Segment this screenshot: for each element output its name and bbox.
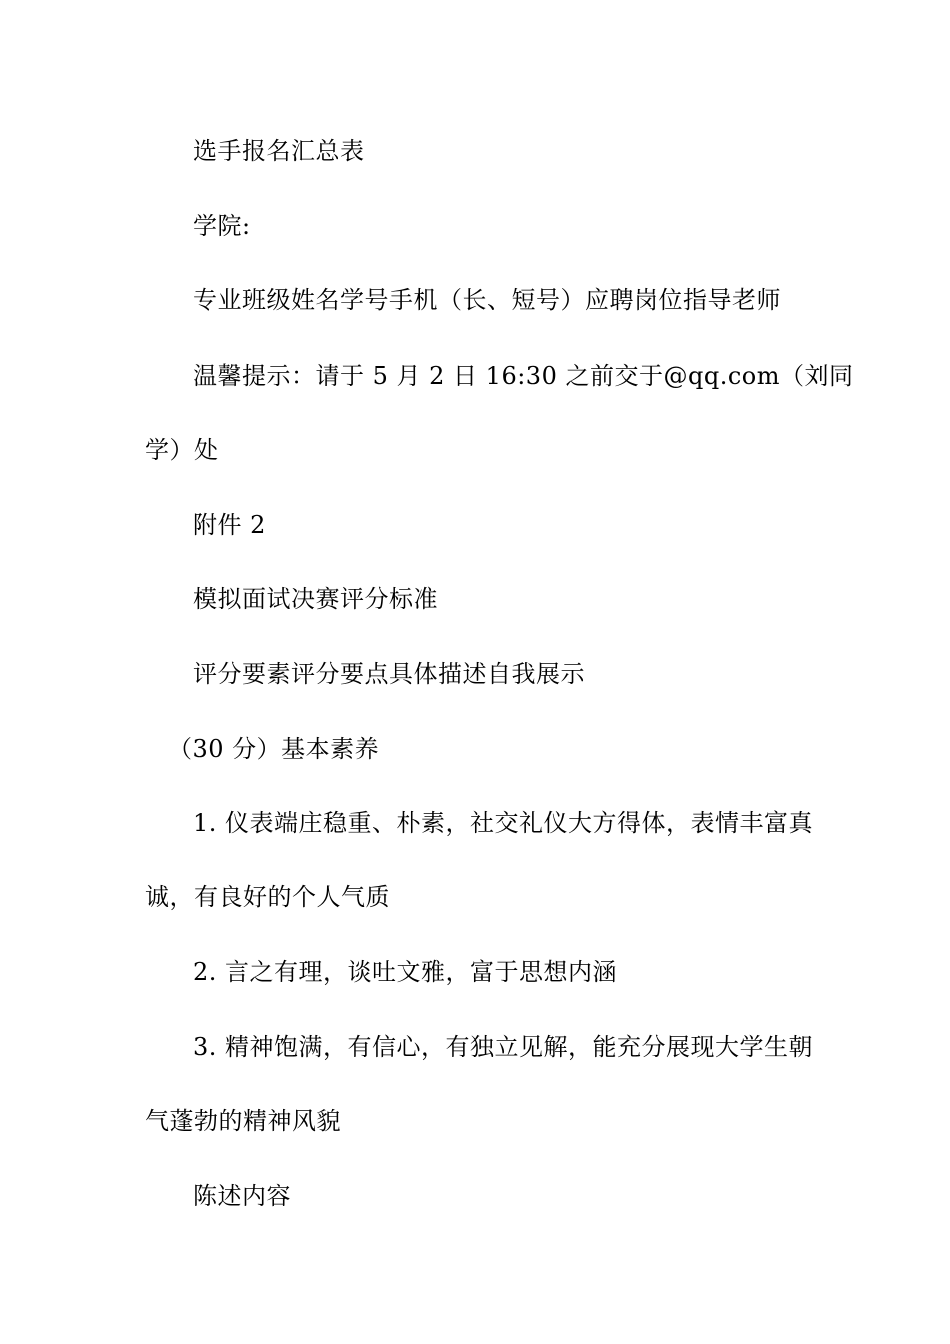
- attachment-label: 附件 2: [193, 511, 266, 539]
- criterion-3-continued: 气蓬勃的精神风貌: [145, 1107, 341, 1135]
- scoring-header-line: 评分要素评分要点具体描述自我展示: [193, 660, 585, 688]
- section-basic-quality: （30 分）基本素养: [168, 735, 380, 763]
- college-label: 学院:: [193, 212, 251, 240]
- criterion-1-line: 1. 仪表端庄稳重、朴素，社交礼仪大方得体，表情丰富真: [193, 809, 814, 837]
- criterion-1-continued: 诚，有良好的个人气质: [145, 883, 390, 911]
- criterion-3-line: 3. 精神饱满，有信心，有独立见解，能充分展现大学生朝: [193, 1033, 814, 1061]
- criterion-2-line: 2. 言之有理，谈吐文雅，富于思想内涵: [193, 958, 618, 986]
- statement-content-heading: 陈述内容: [193, 1182, 291, 1210]
- table-header-line: 专业班级姓名学号手机（长、短号）应聘岗位指导老师: [193, 286, 781, 314]
- reminder-line-continued: 学）处: [145, 436, 219, 464]
- reminder-line: 温馨提示：请于 5 月 2 日 16:30 之前交于@qq.com（刘同: [193, 362, 854, 390]
- form-title: 选手报名汇总表: [193, 137, 365, 165]
- scoring-standard-title: 模拟面试决赛评分标准: [193, 585, 438, 613]
